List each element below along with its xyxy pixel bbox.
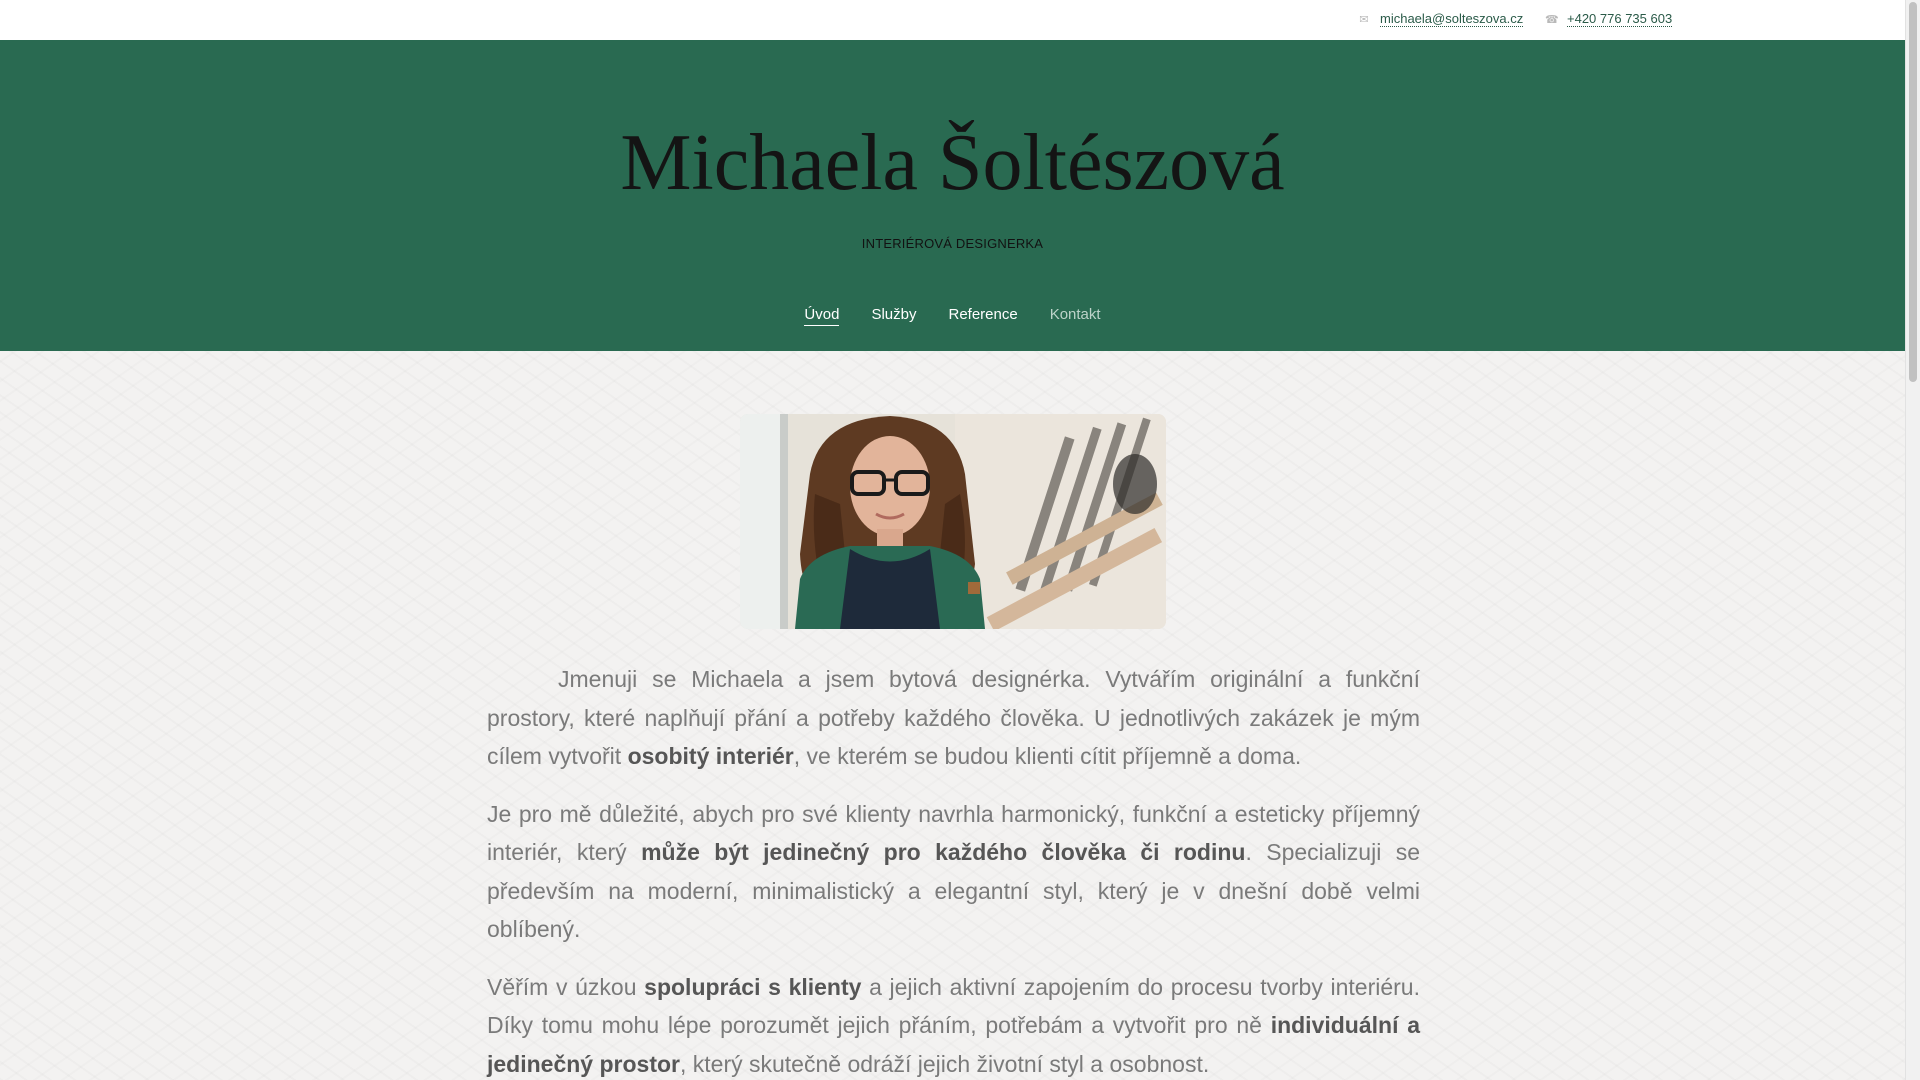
phone-icon: ☎ [1545,13,1559,26]
phone-link[interactable]: +420 776 735 603 [1567,11,1673,26]
intro-article [487,660,1420,1080]
nav-item-uvod[interactable]: Úvod [804,306,839,326]
site-tagline: INTERIÉROVÁ DESIGNERKA [861,236,1044,251]
phone-contact [1545,11,1672,27]
nav-item-kontakt[interactable]: Kontakt [1049,306,1101,323]
paragraph-text: Jmenuji se Michaela a jsem bytová designérka. Vytvářím originální a funkční prostory, které naplňují přání a potřeby každého člověka. U jednotlivých zakázek je mým cílem vytvořit [487,666,1420,769]
emphasis-text: individuální a jedinečný prostor [487,1012,1420,1077]
paragraph-text: a jejich aktivní zapojením do procesu tvorby interiéru. Díky tomu mohu lépe porozumět jejich přáním, potřebám a vytvořit pro ně [487,973,1420,1038]
top-contact-bar [0,0,1905,41]
site-header [0,40,1905,351]
intro-paragraph-1 [487,660,1420,776]
nav-item-reference[interactable]: Reference [948,306,1018,323]
emphasis-text: spolupráci s klienty [644,973,862,1000]
email-link[interactable]: michaela@solteszova.cz [1380,11,1524,26]
paragraph-text: Je pro mě důležité, abych pro své klienty navrhla harmonický, funkční a esteticky příjemný interiér, který [487,800,1420,865]
paragraph-text: Věřím v úzkou [487,973,645,1000]
vertical-scrollbar[interactable] [1905,0,1920,1080]
paragraph-text: , který skutečně odráží jejich životní styl a osobnost. [679,1050,1210,1077]
main-nav [0,306,1905,326]
nav-item-sluzby[interactable]: Služby [871,306,917,323]
envelope-icon: ✉ [1359,13,1369,26]
portrait-photo [740,414,1166,629]
emphasis-text: osobitý interiér [627,743,794,769]
email-contact [1358,11,1523,27]
emphasis-text: může být jedinečný pro každého člověka či rodinu [641,839,1246,865]
intro-paragraph-2 [487,795,1420,949]
site-title[interactable]: Michaela Šoltészová [620,119,1285,207]
scrollbar-thumb[interactable] [1909,2,1917,382]
paragraph-text: . Specializuji se především na moderní, minimalistický a elegantní styl, který je v dnešní době velmi oblíbený. [487,839,1420,942]
intro-paragraph-3 [487,968,1420,1080]
paragraph-text: , ve kterém se budou klienti cítit příjemně a doma. [793,743,1302,769]
